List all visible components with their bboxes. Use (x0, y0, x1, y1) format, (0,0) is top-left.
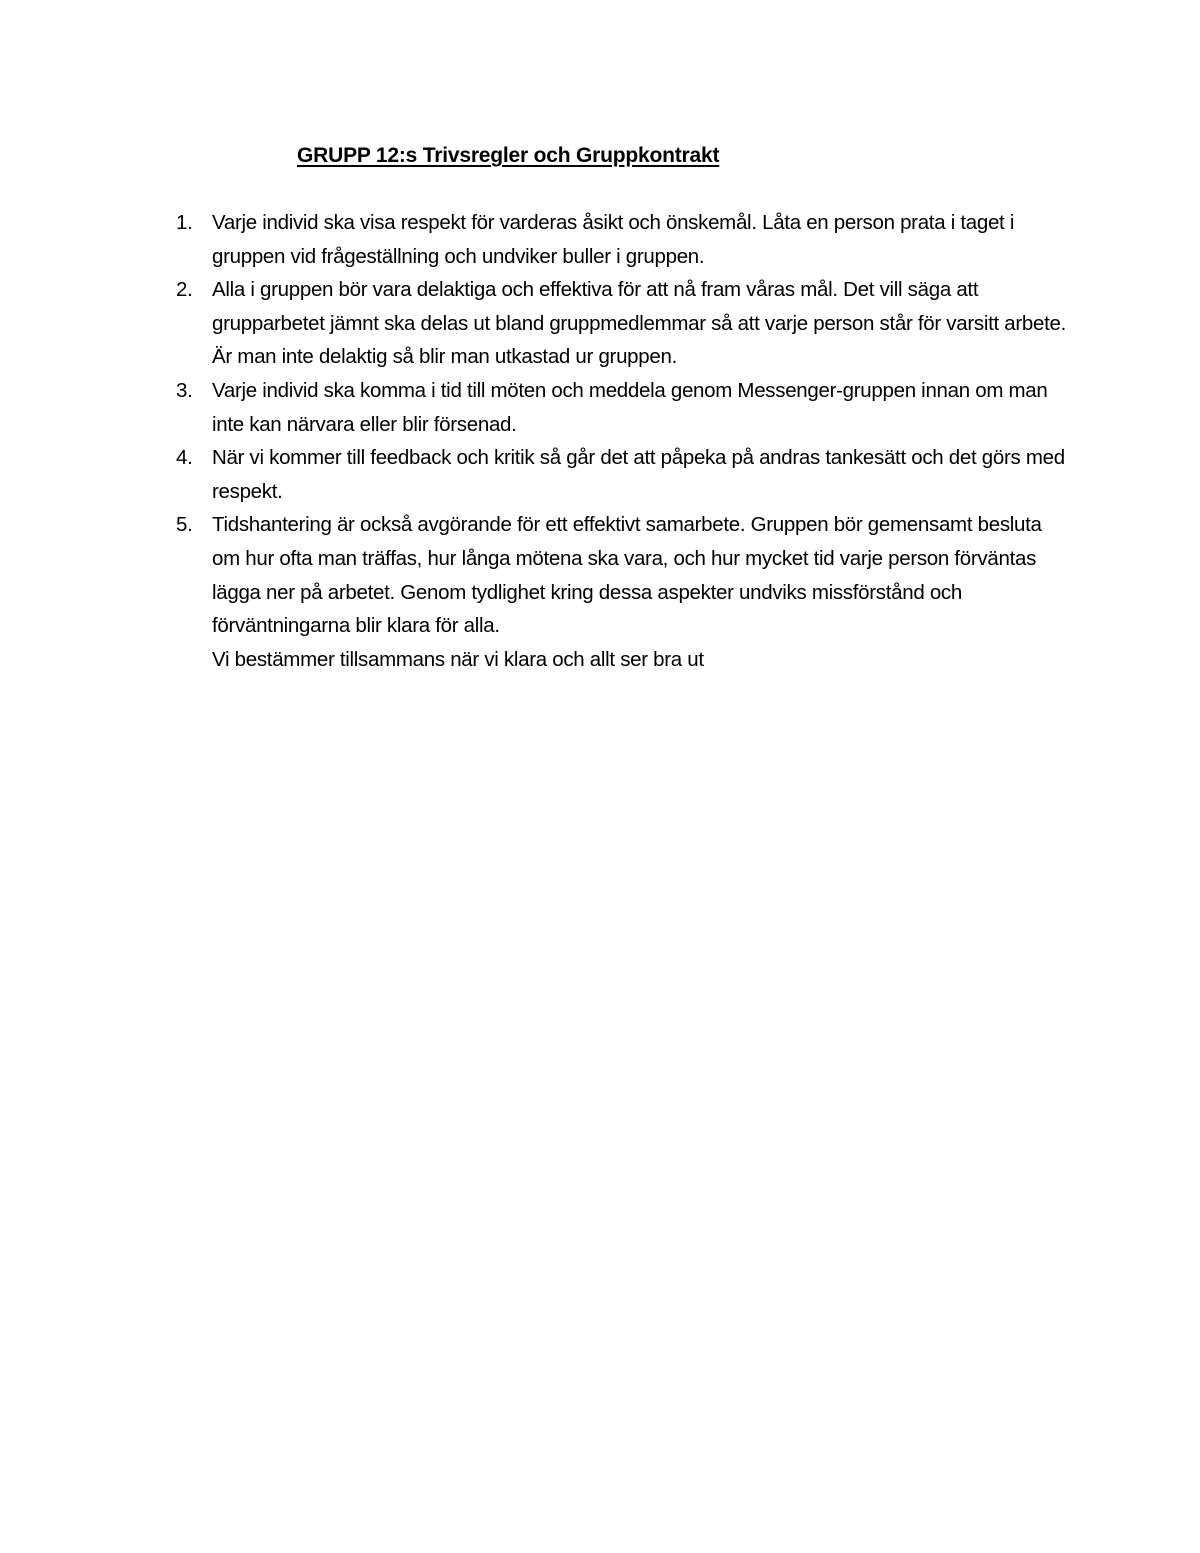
list-item-number: 3. (176, 378, 193, 402)
list-item-number: 2. (176, 278, 193, 302)
list-item-number: 1. (176, 211, 193, 234)
list-item (172, 374, 1072, 441)
list-item-text: Varje individ ska komma i tid till möten och meddela genom Messenger-gruppen innan om man inte kan närvara eller blir försenad. (212, 378, 1048, 436)
closing-line: Vi bestämmer tillsammans när vi klara och allt ser bra ut (212, 647, 704, 671)
list-item-text: Alla i gruppen bör vara delaktiga och effektiva för att nå fram våras mål. Det vill säga att grupparbetet jämnt ska delas ut bland gruppmedlemmar så att varje person står för varsitt arbete. Är man inte delaktig så blir man utkastad ur gruppen. (212, 278, 1066, 369)
list-item (172, 273, 1072, 374)
list-item (172, 508, 1072, 676)
list-item (172, 441, 1072, 508)
list-item (172, 206, 1072, 273)
list-item-number: 5. (176, 513, 193, 537)
list-item-number: 4. (176, 446, 193, 470)
list-item-text: Tidshantering är också avgörande för ett effektivt samarbete. Gruppen bör gemensamt besluta om hur ofta man träffas, hur långa mötena ska vara, och hur mycket tid varje person förväntas lägga ner på arbetet. Genom tydlighet kring dessa aspekter undviks missförstånd och förväntningarna blir klara för alla. (212, 513, 1042, 638)
rules-list (172, 206, 1072, 676)
list-item-text: Varje individ ska visa respekt för varderas åsikt och önskemål. Låta en person prata i taget i gruppen vid frågeställning och undviker buller i gruppen. (212, 211, 1015, 268)
list-item-text: När vi kommer till feedback och kritik så går det att påpeka på andras tankesätt och det görs med respekt. (212, 446, 1065, 503)
document-title: GRUPP 12:s Trivsregler och Gruppkontrakt (297, 144, 720, 167)
